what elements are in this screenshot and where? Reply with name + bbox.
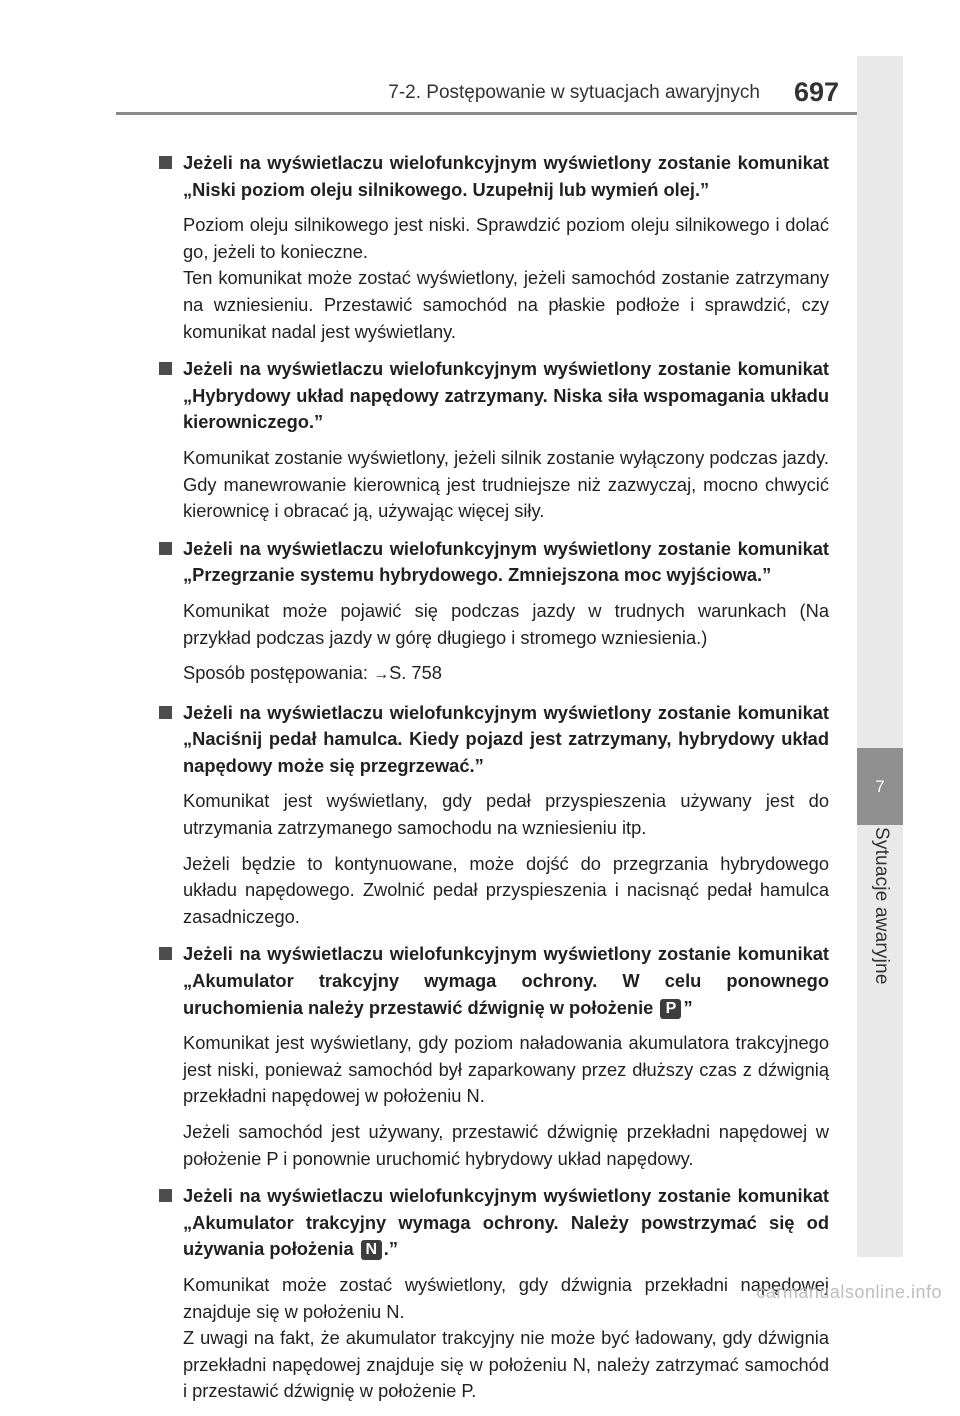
square-bullet-icon — [159, 362, 172, 375]
paragraph-line: Komunikat zostanie wyświetlony, jeżeli silnik zostanie wyłączony podczas jazdy. Gdy manewrowanie kierownicą jest trudniejsze niż zazwyczaj, mocno chwycić kierownicę i obracać ją, używając więcej siły. — [183, 446, 829, 522]
section-battery-neutral — [157, 1183, 829, 1405]
header-rule — [116, 112, 858, 115]
square-bullet-icon — [159, 947, 172, 960]
section-press-brake — [157, 700, 829, 931]
page-reference — [157, 660, 829, 689]
paragraph-line: Komunikat jest wyświetlany, gdy poziom naładowania akumulatora trakcyjnego jest niski, ponieważ samochód był zaparkowany przez dłuższy czas z dźwignią przekładni napędowej w położeniu N. — [183, 1032, 829, 1107]
paragraph-line: Komunikat może zostać wyświetlony, gdy dźwignia przekładni napędowej znajduje się w położeniu N. — [183, 1273, 829, 1322]
square-bullet-icon — [159, 542, 172, 555]
side-tab-label-area — [857, 825, 903, 1257]
paragraph — [157, 1030, 829, 1110]
paragraph — [157, 788, 829, 841]
paragraph-line: Jeżeli samochód jest używany, przestawić dźwignię przekładni napędowej w położenie P i ponownie uruchomić hybrydowy układ napędowy. — [183, 1121, 829, 1169]
paragraph — [157, 212, 829, 345]
section-hybrid-stopped — [157, 356, 829, 525]
paragraph — [157, 598, 829, 651]
section-heading — [157, 941, 829, 1021]
chapter-label: Sytuacje awaryjne — [871, 827, 892, 985]
page-header — [0, 0, 960, 110]
paragraph-line: Komunikat może pojawić się podczas jazdy w trudnych warunkach (Na przykład podczas jazdy w górę długiego i stromego wzniesienia.) — [183, 599, 829, 648]
section-heading — [157, 536, 829, 589]
section-title: 7-2. Postępowanie w sytuacjach awaryjnych — [388, 82, 760, 103]
reference-prefix: Sposób postępowania: — [183, 662, 368, 684]
heading-text: Jeżeli na wyświetlaczu wielofunkcyjnym wyświetlony zostanie komunikat „Niski poziom oleju silnikowego. Uzupełnij lub wymień olej.” — [183, 152, 829, 200]
heading-text: Jeżeli na wyświetlaczu wielofunkcyjnym wyświetlony zostanie komunikat „Hybrydowy układ napędowy zatrzymany. Niska siła wspomagania układu kierowniczego.” — [183, 358, 829, 433]
paragraph — [157, 851, 829, 931]
gear-n-icon: N — [361, 1240, 382, 1260]
section-battery-park — [157, 941, 829, 1172]
section-heading — [157, 356, 829, 436]
section-heading — [157, 700, 829, 780]
square-bullet-icon — [159, 156, 172, 169]
chapter-number: 7 — [857, 748, 903, 825]
paragraph-line: Ten komunikat może zostać wyświetlony, jeżeli samochód zostanie zatrzymany na wzniesieniu. Przestawić samochód na płaskie podłoże i sprawdzić, czy komunikat nadal jest wyświetlany. — [183, 267, 829, 342]
paragraph — [157, 445, 829, 525]
section-low-oil — [157, 150, 829, 345]
chapter-side-tab — [857, 0, 903, 1313]
gear-p-icon: P — [660, 999, 681, 1019]
site-watermark: carmanualsonline.info — [756, 1282, 942, 1302]
heading-text: Jeżeli na wyświetlaczu wielofunkcyjnym wyświetlony zostanie komunikat „Akumulator trakcyjny wymaga ochrony. Należy powstrzymać się od używania położenia — [183, 1185, 829, 1260]
page-content — [157, 150, 829, 1416]
heading-text: Jeżeli na wyświetlaczu wielofunkcyjnym wyświetlony zostanie komunikat „Przegrzanie systemu hybrydowego. Zmniejszona moc wyjściowa.” — [183, 537, 829, 586]
heading-text-end: .” — [383, 1238, 398, 1260]
heading-text: Jeżeli na wyświetlaczu wielofunkcyjnym wyświetlony zostanie komunikat „Akumulator trakcyjny wymaga ochrony. W celu ponownego uruchomienia należy przestawić dźwignię w położenie — [183, 943, 829, 1018]
paragraph-line: Z uwagi na fakt, że akumulator trakcyjny nie może być ładowany, gdy dźwignia przekładni napędowej znajduje się w położeniu N, należy zatrzymać samochód i przestawić dźwignię w położenie P. — [183, 1327, 829, 1402]
square-bullet-icon — [159, 1189, 172, 1202]
reference-link[interactable]: S. 758 — [389, 662, 442, 684]
side-tab-top — [857, 56, 903, 748]
square-bullet-icon — [159, 706, 172, 719]
paragraph — [157, 1119, 829, 1172]
section-heading — [157, 1183, 829, 1263]
section-heading — [157, 150, 829, 203]
paragraph-line: Jeżeli będzie to kontynuowane, może dojść do przegrzania hybrydowego układu napędowego. Zwolnić pedał przyspieszenia i nacisnąć pedał hamulca zasadniczego. — [183, 852, 829, 927]
paragraph — [157, 1272, 829, 1405]
right-arrow-icon: → — [373, 666, 390, 684]
paragraph-line: Komunikat jest wyświetlany, gdy pedał przyspieszenia używany jest do utrzymania zatrzymanego samochodu na wzniesieniu itp. — [183, 790, 829, 839]
page-number: 697 — [794, 77, 840, 107]
heading-text-end: ” — [683, 996, 693, 1018]
heading-text: Jeżeli na wyświetlaczu wielofunkcyjnym wyświetlony zostanie komunikat „Naciśnij pedał hamulca. Kiedy pojazd jest zatrzymany, hybrydowy układ napędowy może się przegrzewać.” — [183, 701, 829, 776]
section-hybrid-overheat — [157, 536, 829, 689]
paragraph-line: Poziom oleju silnikowego jest niski. Sprawdzić poziom oleju silnikowego i dolać go, jeżeli to konieczne. — [183, 214, 829, 262]
